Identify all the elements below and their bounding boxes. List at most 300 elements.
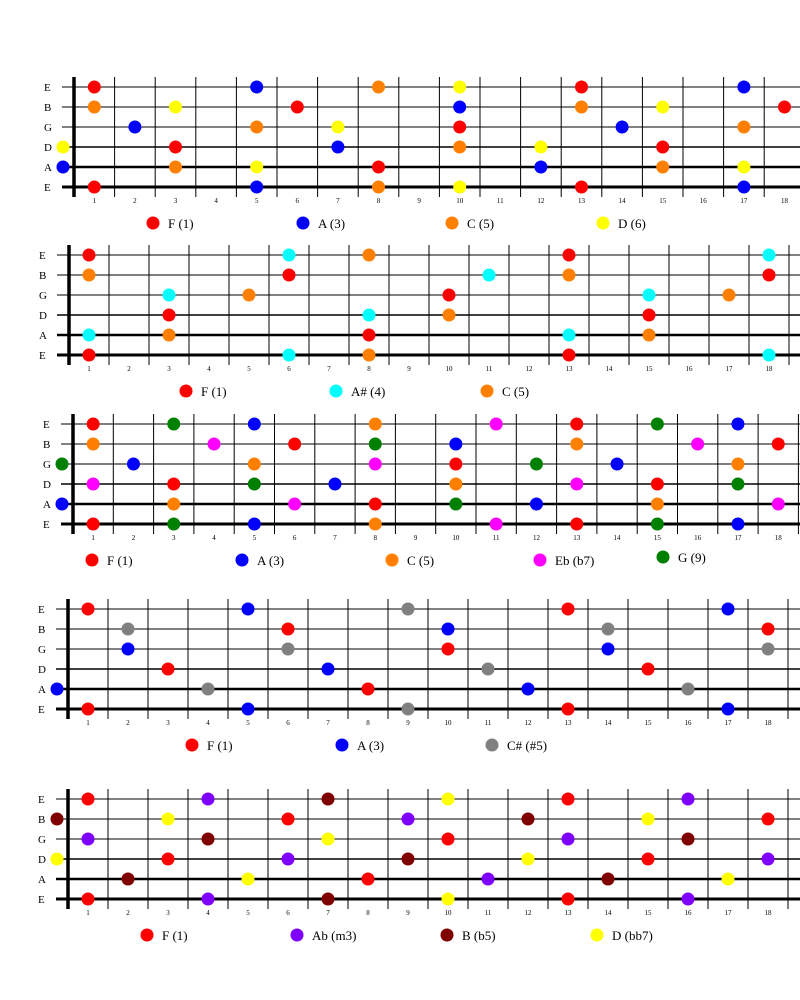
legend-label: A (3) xyxy=(357,738,385,753)
string-label: E xyxy=(39,350,46,362)
note-dot xyxy=(322,663,335,676)
note-dot xyxy=(453,81,466,94)
note-dot xyxy=(534,141,547,154)
note-dot xyxy=(202,893,215,906)
legend-label: D (6) xyxy=(618,216,646,231)
note-dot xyxy=(642,813,655,826)
note-dot xyxy=(167,418,180,431)
fret-number: 15 xyxy=(653,534,661,542)
string-label: E xyxy=(44,82,51,94)
note-dot xyxy=(490,418,503,431)
note-dot xyxy=(202,683,215,696)
fret-number: 4 xyxy=(206,909,210,917)
fret-number: 12 xyxy=(524,909,532,917)
string-label: D xyxy=(38,854,46,866)
note-dot xyxy=(250,181,263,194)
note-dot xyxy=(562,893,575,906)
note-dot xyxy=(443,289,456,302)
fret-number: 15 xyxy=(659,197,667,205)
note-dot xyxy=(442,793,455,806)
note-dot xyxy=(522,683,535,696)
string-label: E xyxy=(38,794,45,806)
fret-number: 1 xyxy=(92,197,97,205)
fret-number: 3 xyxy=(166,719,170,727)
note-dot xyxy=(169,161,182,174)
fret-number: 8 xyxy=(367,365,371,373)
note-dot xyxy=(122,643,135,656)
note-dot xyxy=(363,249,376,262)
fret-number: 18 xyxy=(765,365,773,373)
note-dot xyxy=(331,121,344,134)
note-dot xyxy=(363,309,376,322)
string-label: D xyxy=(43,479,51,491)
note-dot xyxy=(643,329,656,342)
note-dot xyxy=(51,813,64,826)
note-dot xyxy=(534,161,547,174)
note-dot xyxy=(162,813,175,826)
note-dot xyxy=(282,643,295,656)
note-dot xyxy=(731,458,744,471)
string-label: A xyxy=(44,162,52,174)
note-dot xyxy=(163,289,176,302)
note-dot xyxy=(82,793,95,806)
legend-swatch xyxy=(481,385,494,398)
string-label: A xyxy=(38,684,46,696)
string-label: B xyxy=(38,624,46,636)
note-dot xyxy=(763,269,776,282)
legend-swatch xyxy=(141,929,154,942)
note-dot xyxy=(87,478,100,491)
note-dot xyxy=(651,478,664,491)
note-dot xyxy=(56,458,69,471)
fret-number: 4 xyxy=(212,534,216,542)
string-label: G xyxy=(44,122,52,134)
note-dot xyxy=(656,141,669,154)
note-dot xyxy=(402,703,415,716)
fret-number: 10 xyxy=(456,197,464,205)
fret-number: 12 xyxy=(524,719,532,727)
fret-number: 1 xyxy=(86,909,90,917)
note-dot xyxy=(282,853,295,866)
note-dot xyxy=(57,161,70,174)
fret-number: 9 xyxy=(413,534,418,542)
fret-number: 14 xyxy=(604,909,612,917)
note-dot xyxy=(482,873,495,886)
legend-swatch xyxy=(180,385,193,398)
fret-number: 7 xyxy=(326,719,330,727)
fret-number: 6 xyxy=(286,909,290,917)
note-dot xyxy=(682,683,695,696)
fret-number: 6 xyxy=(286,719,290,727)
fret-number: 8 xyxy=(366,909,370,917)
note-dot xyxy=(51,853,64,866)
fret-number: 9 xyxy=(407,365,411,373)
fret-number: 9 xyxy=(406,719,410,727)
fret-number: 12 xyxy=(537,197,545,205)
note-dot xyxy=(369,518,382,531)
legend-swatch xyxy=(597,217,610,230)
note-dot xyxy=(522,853,535,866)
note-dot xyxy=(562,603,575,616)
note-dot xyxy=(643,309,656,322)
fret-number: 7 xyxy=(327,365,331,373)
note-dot xyxy=(83,329,96,342)
fretboard-diagram xyxy=(43,414,800,568)
note-dot xyxy=(453,121,466,134)
note-dot xyxy=(763,349,776,362)
fret-number: 2 xyxy=(126,719,130,727)
note-dot xyxy=(248,518,261,531)
note-dot xyxy=(563,329,576,342)
fret-number: 2 xyxy=(126,909,130,917)
legend-swatch xyxy=(86,554,99,567)
string-label: E xyxy=(38,604,45,616)
fret-number: 13 xyxy=(573,534,581,542)
note-dot xyxy=(248,478,261,491)
note-dot xyxy=(57,141,70,154)
fret-number: 7 xyxy=(326,909,330,917)
legend-swatch xyxy=(186,739,199,752)
legend-label: C# (#5) xyxy=(507,738,548,753)
string-label: A xyxy=(43,499,51,511)
note-dot xyxy=(372,161,385,174)
legend-swatch xyxy=(441,929,454,942)
note-dot xyxy=(453,101,466,114)
note-dot xyxy=(449,438,462,451)
note-dot xyxy=(691,438,704,451)
note-dot xyxy=(442,643,455,656)
fret-number: 16 xyxy=(684,719,692,727)
note-dot xyxy=(202,793,215,806)
fret-number: 17 xyxy=(734,534,742,542)
note-dot xyxy=(651,518,664,531)
note-dot xyxy=(530,498,543,511)
note-dot xyxy=(322,793,335,806)
note-dot xyxy=(682,833,695,846)
legend-label: G (9) xyxy=(678,550,706,565)
fret-number: 17 xyxy=(724,909,732,917)
fret-number: 13 xyxy=(565,365,573,373)
legend-label: Eb (b7) xyxy=(555,553,595,568)
string-label: A xyxy=(38,874,46,886)
fret-number: 2 xyxy=(131,534,136,542)
fret-number: 16 xyxy=(685,365,693,373)
fret-number: 14 xyxy=(605,365,613,373)
note-dot xyxy=(643,289,656,302)
legend-swatch xyxy=(386,554,399,567)
legend-swatch xyxy=(147,217,160,230)
fret-number: 5 xyxy=(246,909,250,917)
note-dot xyxy=(363,329,376,342)
note-dot xyxy=(563,269,576,282)
note-dot xyxy=(570,478,583,491)
note-dot xyxy=(763,249,776,262)
string-label: B xyxy=(39,270,47,282)
note-dot xyxy=(362,873,375,886)
fret-number: 8 xyxy=(373,534,377,542)
note-dot xyxy=(288,498,301,511)
note-dot xyxy=(122,873,135,886)
note-dot xyxy=(402,853,415,866)
fret-number: 12 xyxy=(532,534,540,542)
fret-number: 16 xyxy=(699,197,707,205)
note-dot xyxy=(762,853,775,866)
fret-number: 3 xyxy=(166,909,170,917)
fret-number: 10 xyxy=(445,365,453,373)
note-dot xyxy=(651,498,664,511)
legend-label: D (bb7) xyxy=(612,928,653,943)
fret-number: 17 xyxy=(740,197,748,205)
note-dot xyxy=(490,518,503,531)
fret-number: 6 xyxy=(295,197,300,205)
fret-number: 14 xyxy=(604,719,612,727)
fret-number: 2 xyxy=(127,365,131,373)
fret-number: 5 xyxy=(247,365,251,373)
fret-number: 18 xyxy=(774,534,782,542)
note-dot xyxy=(570,518,583,531)
note-dot xyxy=(562,793,575,806)
string-label: D xyxy=(44,142,52,154)
note-dot xyxy=(88,181,101,194)
legend-label: F (1) xyxy=(162,928,188,943)
legend-label: A (3) xyxy=(318,216,346,231)
note-dot xyxy=(372,81,385,94)
note-dot xyxy=(737,181,750,194)
note-dot xyxy=(656,161,669,174)
legend-swatch xyxy=(446,217,459,230)
note-dot xyxy=(453,181,466,194)
note-dot xyxy=(682,893,695,906)
note-dot xyxy=(772,498,785,511)
string-label: E xyxy=(43,519,50,531)
fret-number: 15 xyxy=(644,909,652,917)
note-dot xyxy=(208,438,221,451)
note-dot xyxy=(442,623,455,636)
fret-number: 12 xyxy=(525,365,533,373)
note-dot xyxy=(656,101,669,114)
legend-swatch xyxy=(336,739,349,752)
fret-number: 16 xyxy=(694,534,702,542)
legend-swatch xyxy=(330,385,343,398)
legend-swatch xyxy=(297,217,310,230)
note-dot xyxy=(283,269,296,282)
note-dot xyxy=(722,873,735,886)
note-dot xyxy=(282,813,295,826)
fret-number: 13 xyxy=(578,197,585,205)
fret-number: 13 xyxy=(564,719,572,727)
fret-number: 14 xyxy=(618,197,626,205)
note-dot xyxy=(442,893,455,906)
note-dot xyxy=(83,249,96,262)
string-label: E xyxy=(39,250,46,262)
note-dot xyxy=(56,498,69,511)
fret-number: 8 xyxy=(376,197,381,205)
note-dot xyxy=(369,498,382,511)
note-dot xyxy=(722,703,735,716)
note-dot xyxy=(723,289,736,302)
note-dot xyxy=(737,81,750,94)
note-dot xyxy=(328,478,341,491)
note-dot xyxy=(530,458,543,471)
fret-number: 14 xyxy=(613,534,621,542)
note-dot xyxy=(363,349,376,362)
legend-swatch xyxy=(591,929,604,942)
fret-number: 18 xyxy=(764,909,772,917)
legend-label: A# (4) xyxy=(351,384,386,399)
fret-number: 10 xyxy=(452,534,460,542)
string-label: E xyxy=(38,894,45,906)
note-dot xyxy=(362,683,375,696)
note-dot xyxy=(575,181,588,194)
fret-number: 4 xyxy=(206,719,210,727)
fret-number: 10 xyxy=(444,909,452,917)
string-label: G xyxy=(38,644,46,656)
note-dot xyxy=(248,458,261,471)
fret-number: 11 xyxy=(484,719,492,727)
string-label: B xyxy=(43,439,51,451)
fret-number: 15 xyxy=(645,365,653,373)
note-dot xyxy=(163,309,176,322)
note-dot xyxy=(82,833,95,846)
note-dot xyxy=(731,478,744,491)
note-dot xyxy=(87,418,100,431)
fretboard-diagram xyxy=(38,789,800,943)
note-dot xyxy=(731,418,744,431)
note-dot xyxy=(762,623,775,636)
fret-number: 18 xyxy=(781,197,788,205)
legend-label: F (1) xyxy=(201,384,227,399)
note-dot xyxy=(449,458,462,471)
note-dot xyxy=(575,81,588,94)
note-dot xyxy=(611,458,624,471)
fret-number: 1 xyxy=(91,534,95,542)
note-dot xyxy=(602,643,615,656)
legend-swatch xyxy=(291,929,304,942)
note-dot xyxy=(642,853,655,866)
note-dot xyxy=(369,438,382,451)
legend-swatch xyxy=(657,551,670,564)
note-dot xyxy=(250,161,263,174)
note-dot xyxy=(442,833,455,846)
note-dot xyxy=(682,793,695,806)
note-dot xyxy=(722,603,735,616)
note-dot xyxy=(248,418,261,431)
fret-number: 18 xyxy=(764,719,772,727)
note-dot xyxy=(82,603,95,616)
note-dot xyxy=(167,518,180,531)
fretboard-diagram xyxy=(39,245,800,399)
note-dot xyxy=(762,643,775,656)
note-dot xyxy=(88,81,101,94)
string-label: D xyxy=(38,664,46,676)
fret-number: 11 xyxy=(485,365,493,373)
note-dot xyxy=(483,269,496,282)
note-dot xyxy=(242,703,255,716)
fret-number: 4 xyxy=(214,197,218,205)
string-label: E xyxy=(43,419,50,431)
fret-number: 17 xyxy=(725,365,733,373)
note-dot xyxy=(82,703,95,716)
note-dot xyxy=(562,703,575,716)
note-dot xyxy=(87,438,100,451)
legend-label: F (1) xyxy=(168,216,194,231)
fret-number: 6 xyxy=(287,365,291,373)
string-label: A xyxy=(39,330,47,342)
note-dot xyxy=(162,853,175,866)
note-dot xyxy=(282,623,295,636)
note-dot xyxy=(242,873,255,886)
note-dot xyxy=(163,329,176,342)
note-dot xyxy=(369,418,382,431)
note-dot xyxy=(443,309,456,322)
fret-number: 4 xyxy=(207,365,211,373)
note-dot xyxy=(88,101,101,114)
fret-number: 5 xyxy=(246,719,250,727)
note-dot xyxy=(762,813,775,826)
note-dot xyxy=(449,478,462,491)
note-dot xyxy=(616,121,629,134)
note-dot xyxy=(563,349,576,362)
legend-label: B (b5) xyxy=(462,928,496,943)
legend-label: C (5) xyxy=(467,216,495,231)
fret-number: 7 xyxy=(336,197,340,205)
note-dot xyxy=(250,81,263,94)
fret-number: 11 xyxy=(492,534,500,542)
legend-swatch xyxy=(486,739,499,752)
note-dot xyxy=(602,623,615,636)
note-dot xyxy=(651,418,664,431)
fret-number: 17 xyxy=(724,719,732,727)
fret-number: 16 xyxy=(684,909,692,917)
note-dot xyxy=(250,121,263,134)
note-dot xyxy=(772,438,785,451)
fret-number: 5 xyxy=(252,534,257,542)
fretboard-diagram xyxy=(44,77,800,231)
note-dot xyxy=(778,101,791,114)
legend-swatch xyxy=(534,554,547,567)
string-label: B xyxy=(44,102,52,114)
note-dot xyxy=(449,498,462,511)
fret-number: 5 xyxy=(254,197,259,205)
note-dot xyxy=(51,683,64,696)
note-dot xyxy=(322,833,335,846)
note-dot xyxy=(522,813,535,826)
string-label: D xyxy=(39,310,47,322)
fret-number: 3 xyxy=(172,534,176,542)
legend-swatch xyxy=(236,554,249,567)
string-label: G xyxy=(39,290,47,302)
note-dot xyxy=(602,873,615,886)
note-dot xyxy=(731,518,744,531)
note-dot xyxy=(128,121,141,134)
note-dot xyxy=(83,269,96,282)
legend-label: C (5) xyxy=(407,553,435,568)
note-dot xyxy=(127,458,140,471)
note-dot xyxy=(167,498,180,511)
fret-number: 1 xyxy=(87,365,91,373)
note-dot xyxy=(162,663,175,676)
note-dot xyxy=(169,101,182,114)
note-dot xyxy=(122,623,135,636)
string-label: G xyxy=(38,834,46,846)
fret-number: 3 xyxy=(173,197,178,205)
fret-number: 11 xyxy=(496,197,504,205)
fret-number: 9 xyxy=(406,909,410,917)
legend-label: F (1) xyxy=(207,738,233,753)
note-dot xyxy=(562,833,575,846)
note-dot xyxy=(283,349,296,362)
note-dot xyxy=(82,893,95,906)
